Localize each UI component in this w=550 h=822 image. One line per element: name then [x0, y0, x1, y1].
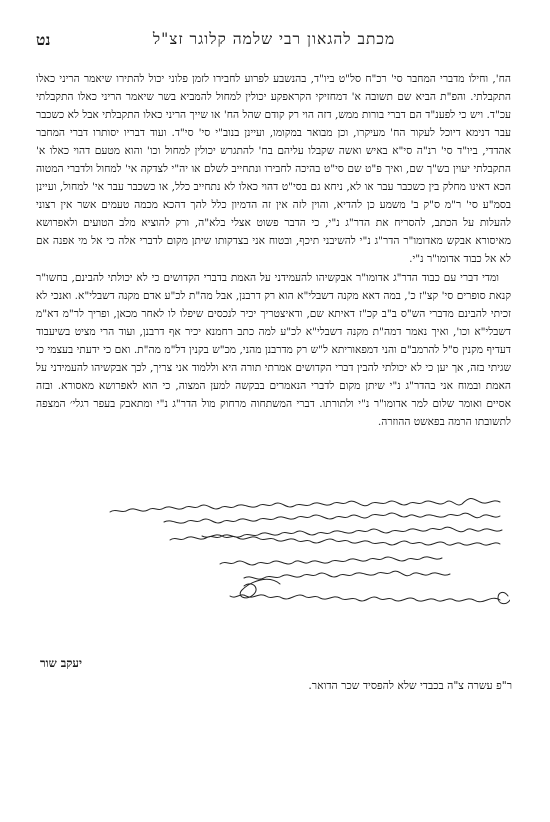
page-number: נט — [36, 30, 51, 49]
handwriting-line-2 — [164, 513, 500, 523]
signature-name: יעקב שור — [40, 656, 82, 670]
handwriting-line-1 — [110, 499, 500, 513]
page-title: מכתב להגאון רבי שלמה קלוגר זצ"ל — [152, 30, 396, 48]
paragraph-1: הח', וחילו מדברי המחבר סי' רכ"ח סל"ט ביו"ד, בהנשבע לפרוע לחבירו לזמן פלוני יכול להתירו שיאמר הריני כאלו התקבלתי. והפ"ת הביא שם תשובה א' דמחזיקי הקראפקע יכולין למחול להמביא בשר שיאמר הריני כאלו התקבלתי עכ"ד. ויש כי לפענ"ד הם דברי בורות ממש, דזה הוי רק קודם שהל הח' או שייך הריני כאלו התקבלתי אבל לא כשכבר עבר דנימא דיוכל לעקור הח' מעיקרו, וכן מבואר במקומו, ועיינן בנוב"י סי' סי"ד. ועוד דבריו יסותרו דברי המחבר אהדדי, ביו"ד סי' רנ"ה סי"א באיש ואשה שקבלו עליהם בח' להתגרש יכולין למחול וכו' והוא מטעם דהוי כאלו א' התקבלתי יעוין בש"ך שם, ואיך פ"ט שם סי"ט בהיכה לחבירו ונתחייב לשלם או יה"י לצדקה אי' למחול ולדברי המטוה הכא דאינו מחלק בין כשכבר עבר או לא, ניחא גם בסי"ט דהוי כאלו לא נתחייב כלל, או כשכבר עבר אי' למחול, ועיינן בסמ"ע סי' ר"מ ס"ק ב' משמע כן להדיא, והוין לזה אין זה הדמיון כלל להך דהכא מכמה טעמים אשר אין רצוני להעלות על הכתב, להסריח את הדר"ג נ"י, כי הדבר פשוט אצלי בלא"ה, ורק להוציא מלב הטועים ולאפרושא מאיסורא אבקש מאדומו"ר הדר"ג נ"י להשיבני תיכף, ובטוח אני בצדקותו שיתן מקום לדברי אלה כי אל מי אפנה אם לא אל כבוד אדומו"ר נ"י. — [36, 73, 511, 266]
handwriting-line-7 — [230, 595, 500, 602]
paragraph-2: ומדי דברי עם כבוד הדר"ג אדומו"ר אבקשיהו להעמידני על האמת בדברי הקדושים כי לא יכולתי להבינם, בחשו"ר קנאת סופרים סי' קצ"ז כ', במה דאא מקנה דשבלי"א הוא רק דרבנן, אבל מה"ת לכ"ע אדם מקנה דשבלי"א. ואנכי לא זכיתי להבינם מדברי הש"ס ב"ב קכ"ז דאיתא שם, ודאיצטריך יכיר לנכסים שיפלו לו לאחר מכאן, ופריך לר"מ דא"מ דשבלי"א וכו', ואיך נאמר דמה"ת מקנה דשבלי"א לכ"ע למה כתב רחמנא יכיר אף דרבנן, ועוד הרי מציט בשיעבוד דעדיף מקנין ס"ל להרמב"ם והני דמפאוריתא ל"ש רק מדרבנן מהני, מכ"ש בקנין דל"מ מה"ת. ואם כי ידעתי בעצמי כי שגיתי בזה, אך יען כי לא יכולתי להבין דברי הקדושים אמרתי תורה היא וללמוד אני צריך, לכך אבקשיהו להעמידני על האמת ובמוח אני בהדר"ג נ"י שיתן מקום לדברי הנאמרים בבקשה למען המצוה, כי הוא לאפרושא מאסורא. ובזה אסיים ואומר שלום למר אדומו"ר נ"י ולתורתו. דברי המשתחוה מרחוק מול הדר"ג נ"י ומתאבק בעפר רגלי׳ המצפה לתשובתו הרמה בפאשט ההוזרה. — [36, 271, 511, 428]
handwritten-note — [30, 488, 510, 618]
handwriting-line-3 — [170, 527, 502, 540]
handwriting-line-5 — [220, 557, 442, 565]
handwriting-line-6 — [244, 571, 450, 579]
postscript: ר"פ עשרה צ"ה בכבדי שלא להפסיד שכר הדואר. — [308, 679, 512, 692]
page-header — [36, 30, 512, 54]
handwriting-ps-mark — [498, 592, 510, 603]
letter-body — [36, 70, 511, 431]
handwriting-line-4 — [202, 535, 500, 545]
